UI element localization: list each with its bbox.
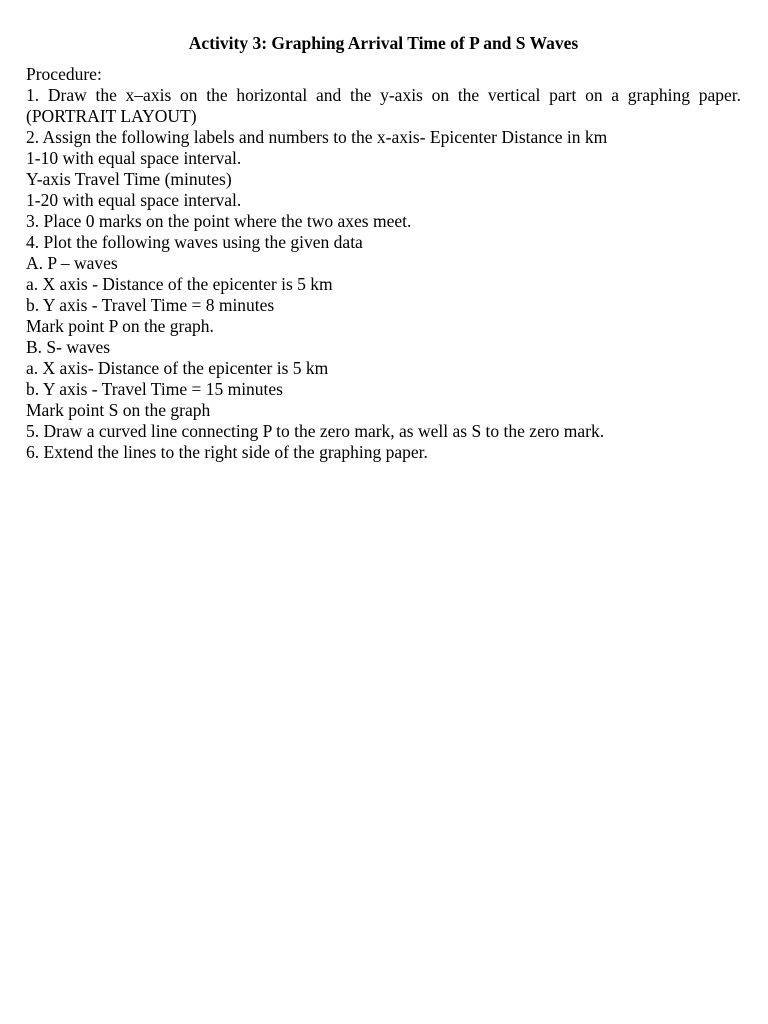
step-4: 4. Plot the following waves using the given data xyxy=(26,232,363,252)
p-waves-heading: A. P – waves xyxy=(26,253,118,273)
step-6: 6. Extend the lines to the right side of the graphing paper. xyxy=(26,442,428,462)
p-waves-y: b. Y axis - Travel Time = 8 minutes xyxy=(26,295,275,315)
p-waves-mark: Mark point P on the graph. xyxy=(26,316,214,336)
step-2-x-range: 1-10 with equal space interval. xyxy=(26,148,242,168)
procedure-heading: Procedure: xyxy=(26,64,102,84)
p-waves-x: a. X axis - Distance of the epicenter is 5 km xyxy=(26,274,333,294)
procedure-body xyxy=(26,64,741,463)
step-1-note: (PORTRAIT LAYOUT) xyxy=(26,106,197,126)
document-title: Activity 3: Graphing Arrival Time of P and S Waves xyxy=(188,33,579,53)
s-waves-mark: Mark point S on the graph xyxy=(26,400,211,420)
step-2: 2. Assign the following labels and numbers to the x-axis- Epicenter Distance in km xyxy=(26,127,608,147)
s-waves-heading: B. S- waves xyxy=(26,337,111,357)
s-waves-y: b. Y axis - Travel Time = 15 minutes xyxy=(26,379,283,399)
step-1: 1. Draw the x–axis on the horizontal and the y-axis on the vertical part on a graphing paper. xyxy=(26,85,741,105)
s-waves-x: a. X axis- Distance of the epicenter is 5 km xyxy=(26,358,329,378)
step-2-y-label: Y-axis Travel Time (minutes) xyxy=(26,169,232,189)
step-2-y-range: 1-20 with equal space interval. xyxy=(26,190,242,210)
step-5: 5. Draw a curved line connecting P to the zero mark, as well as S to the zero mark. xyxy=(26,421,605,441)
step-3: 3. Place 0 marks on the point where the two axes meet. xyxy=(26,211,412,231)
